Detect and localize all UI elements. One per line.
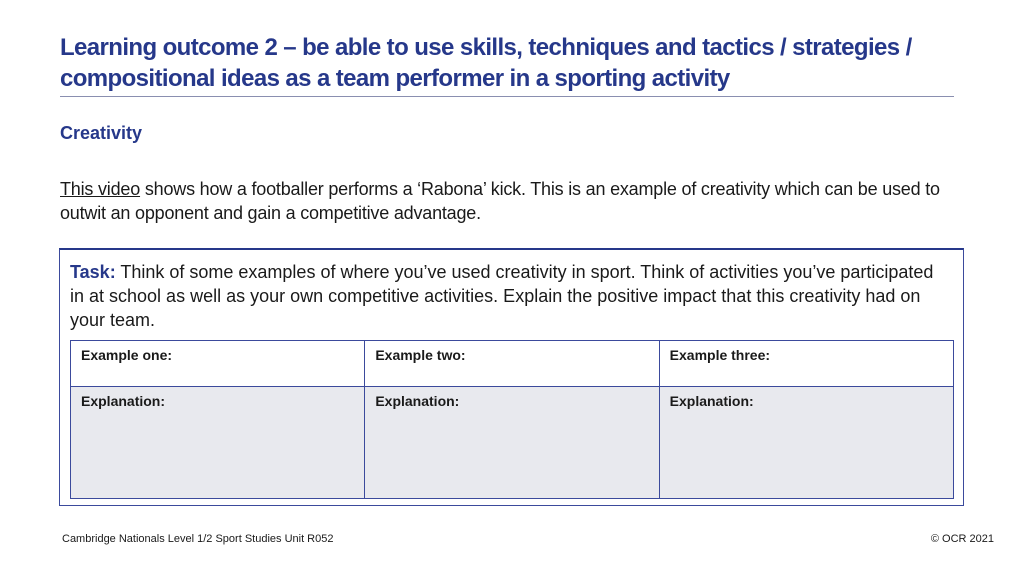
section-heading: Creativity xyxy=(60,123,143,143)
video-link[interactable]: This video xyxy=(60,179,141,199)
example-two-cell[interactable]: Example two: xyxy=(365,341,659,387)
task-table xyxy=(70,340,954,499)
explanation-two-cell[interactable]: Explanation: xyxy=(365,387,659,499)
example-one-cell[interactable]: Example one: xyxy=(71,341,365,387)
table-row-explanations xyxy=(71,387,954,499)
task-text: Think of some examples of where you’ve used creativity in sport. Think of activities you’ve participated in at school as well as your own competitive activities. Explain the positive impact that this creativity had on your team. xyxy=(70,262,934,330)
footer-copyright: © OCR 2021 xyxy=(930,533,994,545)
task-instructions xyxy=(70,260,950,332)
page-title: Learning outcome 2 – be able to use skills, techniques and tactics / strategies / compositional ideas as a team performer in a sporting activity xyxy=(60,34,912,92)
task-box xyxy=(59,248,964,506)
explanation-one-cell[interactable]: Explanation: xyxy=(71,387,365,499)
explanation-three-cell[interactable]: Explanation: xyxy=(659,387,953,499)
title-divider xyxy=(60,96,954,97)
task-label: Task: xyxy=(70,262,116,282)
intro-text: shows how a footballer performs a ‘Rabona’ kick. This is an example of creativity which can be used to outwit an opponent and gain a competitive advantage. xyxy=(60,179,940,223)
footer-course: Cambridge Nationals Level 1/2 Sport Studies Unit R052 xyxy=(62,533,334,545)
table-row-examples xyxy=(71,341,954,387)
intro-paragraph xyxy=(60,177,960,225)
example-three-cell[interactable]: Example three: xyxy=(659,341,953,387)
